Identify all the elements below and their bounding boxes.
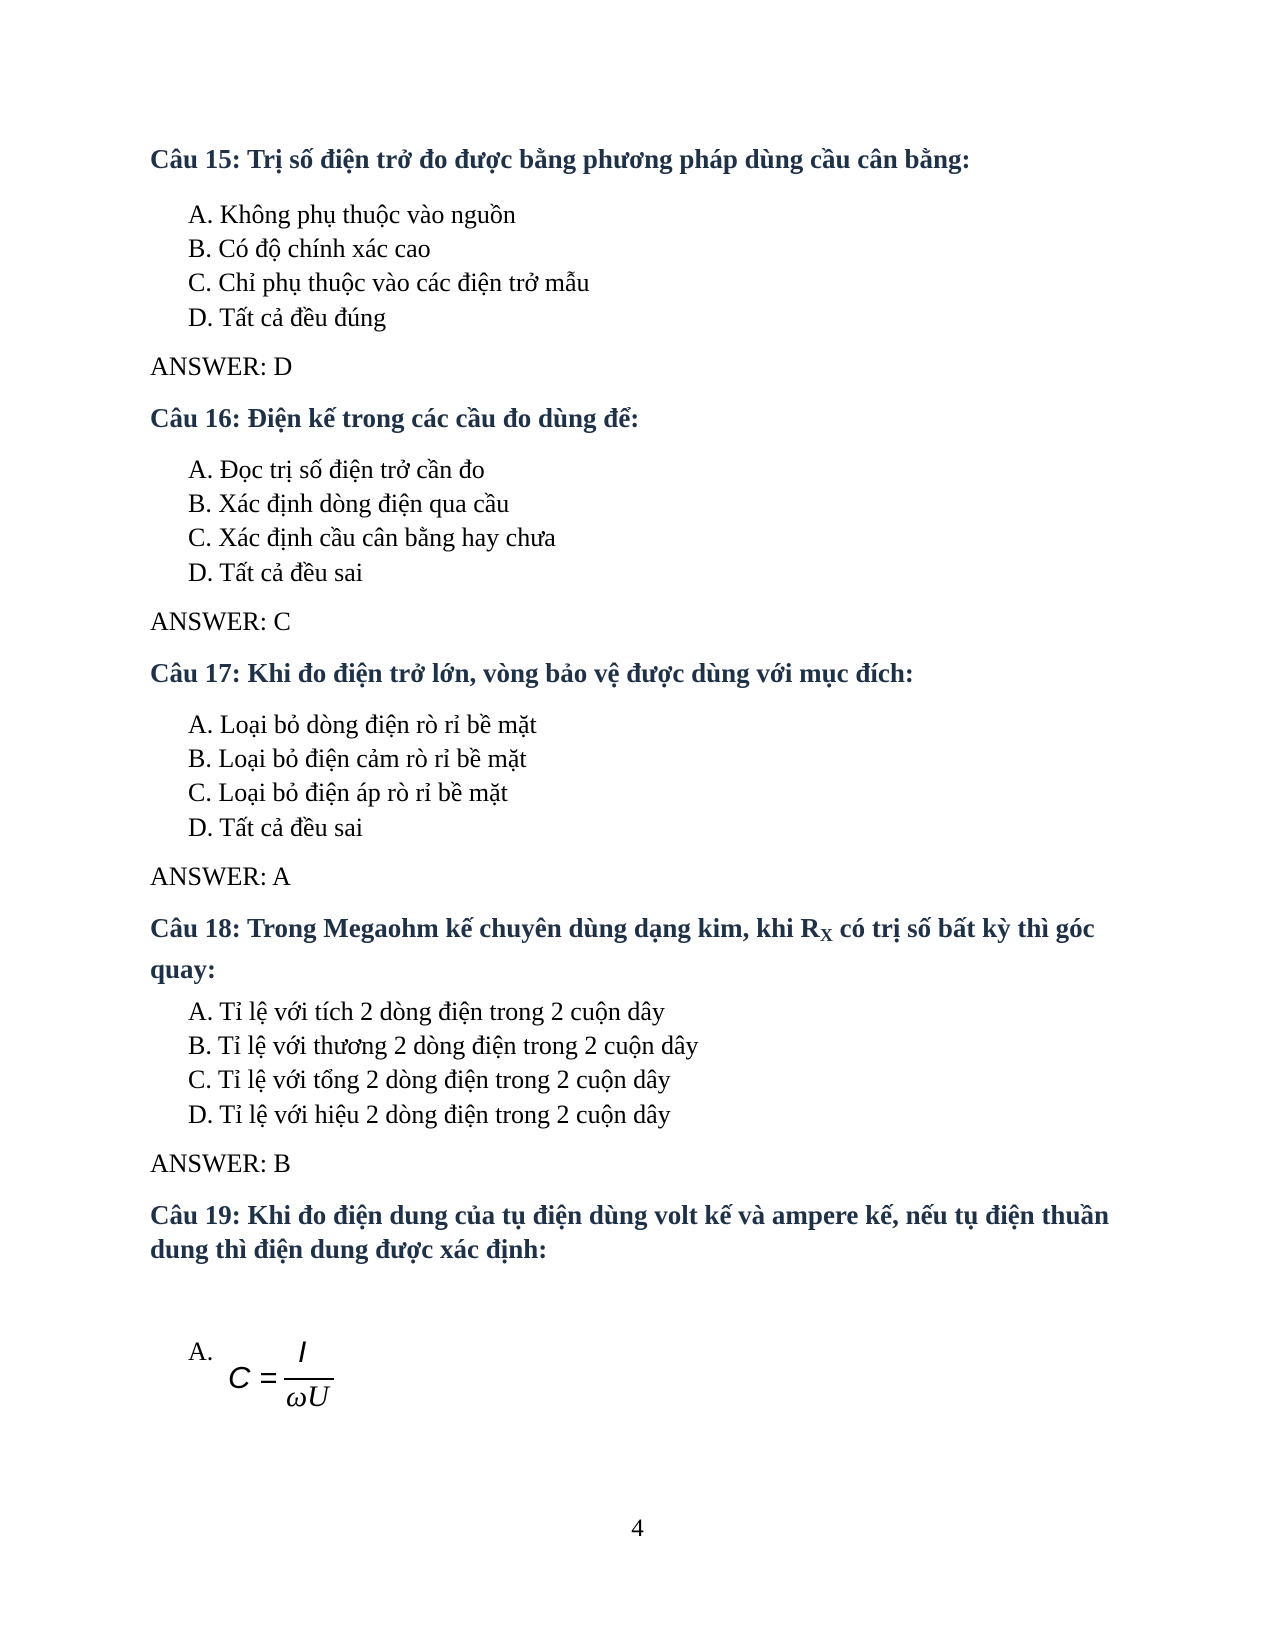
question-17-option-d: D. Tất cả đều sai: [188, 813, 363, 842]
question-16-option-d: D. Tất cả đều sai: [188, 558, 363, 587]
question-15-option-d: D. Tất cả đều đúng: [188, 303, 387, 332]
question-18-option-d: D. Tỉ lệ với hiệu 2 dòng điện trong 2 cuộn dây: [188, 1100, 671, 1129]
question-text: Khi đo điện dung của tụ điện dùng volt kế và ampere kế, nếu tụ điện thuần dung thì điện dung được xác định:: [150, 1200, 1109, 1264]
question-15-option-c: C. Chỉ phụ thuộc vào các điện trở mẫu: [188, 268, 590, 297]
question-16-option-a: A. Đọc trị số điện trở cần đo: [188, 455, 485, 484]
question-18-option-c: C. Tỉ lệ với tổng 2 dòng điện trong 2 cuộn dây: [188, 1065, 671, 1094]
question-19-option-a: A.: [188, 1337, 214, 1366]
question-number: Câu 17:: [150, 658, 241, 688]
question-text: Điện kế trong các cầu đo dùng để:: [240, 403, 640, 433]
question-number: Câu 18:: [150, 913, 241, 943]
question-17-option-a: A. Loại bỏ dòng điện rò rỉ bề mặt: [188, 710, 537, 739]
question-19-title: [150, 1198, 1130, 1266]
question-text-part2: có trị số bất kỳ thì góc quay:: [150, 913, 1095, 984]
question-15-option-a: A. Không phụ thuộc vào nguồn: [188, 200, 516, 229]
question-18-answer: ANSWER: B: [150, 1149, 291, 1178]
question-16-title: [150, 401, 1130, 435]
formula-lhs: C =: [228, 1360, 278, 1395]
question-text: Khi đo điện trở lớn, vòng bảo vệ được dùng với mục đích:: [240, 658, 914, 688]
question-18-option-b: B. Tỉ lệ với thương 2 dòng điện trong 2 cuộn dây: [188, 1031, 699, 1060]
page-number: 4: [631, 1515, 644, 1542]
question-18-option-a: A. Tỉ lệ với tích 2 dòng điện trong 2 cuộn dây: [188, 997, 665, 1026]
question-16-option-c: C. Xác định cầu cân bằng hay chưa: [188, 523, 556, 552]
question-15-answer: ANSWER: D: [150, 352, 293, 381]
question-15-title: [150, 142, 1130, 176]
question-16-answer: ANSWER: C: [150, 607, 291, 636]
formula-denominator: ωU: [286, 1380, 329, 1413]
subscript-x: X: [819, 925, 833, 945]
question-15-option-b: B. Có độ chính xác cao: [188, 234, 431, 263]
capacitance-formula: [228, 1336, 348, 1430]
formula-numerator: I: [298, 1336, 307, 1369]
question-17-answer: ANSWER: A: [150, 862, 291, 891]
question-18-title: [150, 911, 1130, 986]
question-17-option-c: C. Loại bỏ điện áp rò rỉ bề mặt: [188, 778, 508, 807]
question-number: Câu 15:: [150, 144, 241, 174]
question-16-option-b: B. Xác định dòng điện qua cầu: [188, 489, 510, 518]
question-text: Trị số điện trở đo được bằng phương pháp dùng cầu cân bằng:: [240, 144, 971, 174]
question-17-option-b: B. Loại bỏ điện cảm rò rỉ bề mặt: [188, 744, 527, 773]
question-17-title: [150, 656, 1130, 690]
question-text-part1: Trong Megaohm kế chuyên dùng dạng kim, khi R: [240, 913, 820, 943]
question-number: Câu 19:: [150, 1200, 241, 1230]
question-number: Câu 16:: [150, 403, 241, 433]
